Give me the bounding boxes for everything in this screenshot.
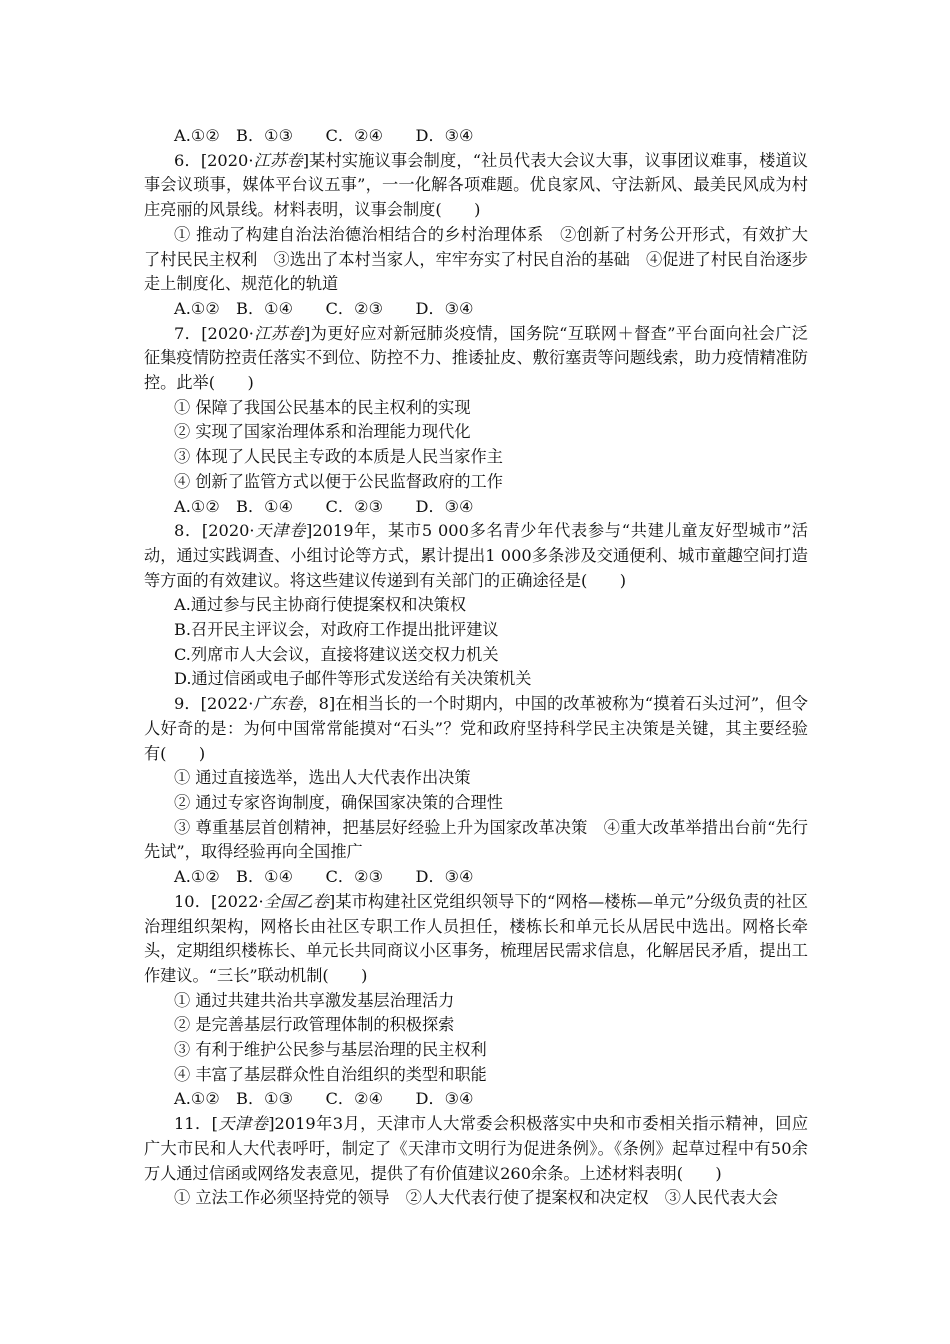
- q11-choices: ① 立法工作必须坚持党的领导 ②人大代表行使了提案权和决定权 ③人民代表大会: [174, 1188, 779, 1208]
- q8-stem: [144, 519, 808, 593]
- q9-source: 广东卷: [253, 694, 303, 714]
- q8-text: ]2019年，某市5 000多名青少年代表参与“共建儿童友好型城市”活动，通过实践调查、小组讨论等方式，累计提出1 000多条涉及交通便利、城市童趣空间打造等方面的有效建议。将这些建议传递到有关部门的正确途径是( ): [144, 521, 808, 590]
- q10-item: ③ 有利于维护公民参与基层治理的民主权利: [174, 1040, 487, 1060]
- q8-option-d: D.通过信函或电子邮件等形式发送给有关决策机关: [174, 669, 532, 689]
- q7-number: 7．[2020·: [174, 323, 254, 343]
- document-page: [144, 124, 808, 1211]
- q10-text: ]某市构建社区党组织领导下的“网格—楼栋—单元”分级负责的社区治理组织架构，网格长由社区专职工作人员担任，楼栋长和单元长从居民中选出。网格长牵头，定期组织楼栋长、单元长共同商议小区事务，梳理居民需求信息，化解居民矛盾，提出工作建议。“三长”联动机制( ): [144, 891, 808, 985]
- q7-text: ]为更好应对新冠肺炎疫情，国务院“互联网＋督查”平台面向社会广泛征集疫情防控责任落实不到位、防控不力、推诿扯皮、敷衍塞责等问题线索，助力疫情精准防控。此举( ): [144, 323, 808, 393]
- q10-item: ② 是完善基层行政管理体制的积极探索: [174, 1015, 455, 1035]
- q11-source: 天津卷: [217, 1114, 269, 1134]
- q9-number: 9．[2022·: [174, 694, 254, 714]
- q7-item: ① 保障了我国公民基本的民主权利的实现: [174, 397, 471, 417]
- q6-answer-options: A.①② B．①④ C．②③ D．③④: [174, 298, 474, 318]
- q7-answer-options: A.①② B．①④ C．②③ D．③④: [174, 496, 474, 516]
- q5-answer-options: A.①② B．①③ C．②④ D．③④: [174, 126, 474, 145]
- q7-item: ② 实现了国家治理体系和治理能力现代化: [174, 422, 471, 442]
- q9-text: ，8]在相当长的一个时期内，中国的改革被称为“摸着石头过河”，但令人好奇的是：为何中国常常能摸对“石头”？党和政府坚持科学民主决策是关键，其主要经验有( ): [144, 694, 808, 763]
- q11-stem: [144, 1112, 808, 1186]
- q10-item: ① 通过共建共治共享激发基层治理活力: [174, 990, 455, 1010]
- q8-option-b: B.召开民主评议会，对政府工作提出批评建议: [174, 620, 499, 640]
- q6-source: 江苏卷: [253, 150, 303, 170]
- q8-option-a: A.通过参与民主协商行使提案权和决策权: [174, 595, 467, 615]
- q10-stem: [144, 890, 808, 989]
- q10-number: 10．[2022·: [174, 891, 264, 911]
- q10-source: 全国乙卷: [263, 891, 329, 911]
- q6-choices: ① 推动了构建自治法治德治相结合的乡村治理体系 ②创新了村务公开形式，有效扩大了村民民主权利 ③选出了本村当家人，牢牢夯实了村民自治的基础 ④促进了村民自治逐步走上制度化、规范化的轨道: [144, 224, 808, 294]
- q9-item: ① 通过直接选举，选出人大代表作出决策: [174, 768, 471, 788]
- q7-stem: [144, 322, 808, 396]
- q10-answer-options: A.①② B．①③ C．②④ D．③④: [174, 1089, 474, 1109]
- q9-stem: [144, 692, 808, 766]
- q6-stem: [144, 149, 808, 223]
- q11-text: ]2019年3月，天津市人大常委会积极落实中央和市委相关指示精神，回应广大市民和人大代表呼吁，制定了《天津市文明行为促进条例》。《条例》起草过程中有50余万人通过信函或网络发表意见，提供了有价值建议260余条。上述材料表明( ): [144, 1114, 809, 1183]
- q9-item: ② 通过专家咨询制度，确保国家决策的合理性: [174, 792, 503, 812]
- q7-item: ④ 创新了监管方式以便于公民监督政府的工作: [174, 471, 503, 491]
- q8-option-c: C.列席市人大会议，直接将建议送交权力机关: [174, 644, 499, 664]
- q9-choices: ③ 尊重基层首创精神，把基层好经验上升为国家改革决策 ④重大改革举措出台前“先行先试”，取得经验再向全国推广: [144, 817, 808, 862]
- q8-number: 8．[2020·: [174, 521, 255, 541]
- q11-number: 11．[: [174, 1114, 218, 1134]
- q6-number: 6．[2020·: [174, 150, 254, 170]
- q6-text: ]某村实施议事会制度，“社员代表大会议大事，议事团议难事，楼道议事会议琐事，媒体平台议五事”，一一化解各项难题。优良家风、守法新风、最美民风成为村庄亮丽的风景线。材料表明，议事会制度( ): [144, 150, 808, 220]
- q10-item: ④ 丰富了基层群众性自治组织的类型和职能: [174, 1064, 487, 1084]
- q8-source: 天津卷: [254, 521, 306, 541]
- q7-source: 江苏卷: [253, 323, 304, 343]
- q9-answer-options: A.①② B．①④ C．②③ D．③④: [174, 867, 474, 887]
- q7-item: ③ 体现了人民民主专政的本质是人民当家作主: [174, 447, 503, 467]
